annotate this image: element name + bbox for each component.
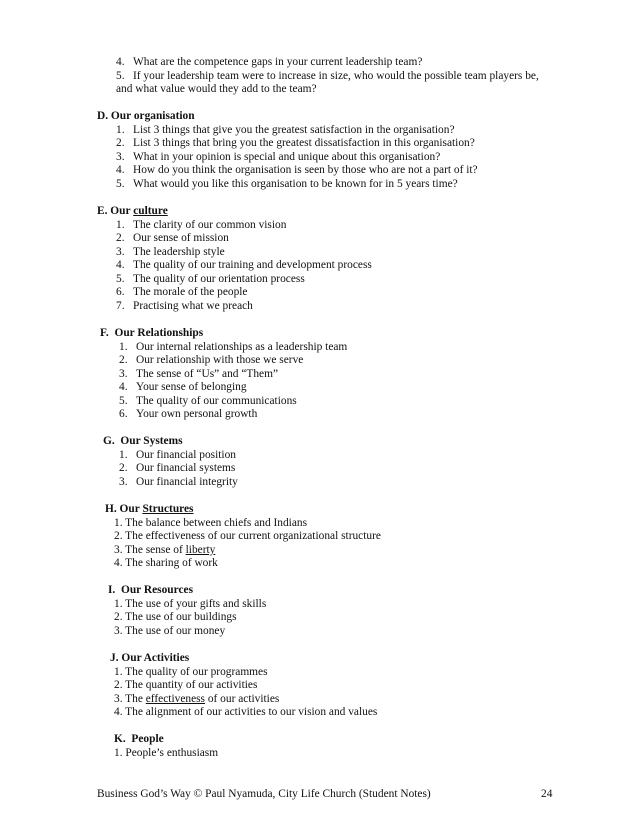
- section-i-item: 2. The use of our buildings: [114, 611, 237, 623]
- section-e-item: 5. The quality of our orientation process: [116, 273, 305, 285]
- page-number: 24: [541, 788, 553, 800]
- section-g-item: 3. Our financial integrity: [119, 476, 238, 488]
- intro-question-4: 4. What are the competence gaps in your current leadership team?: [116, 56, 423, 68]
- section-i-item: 1. The use of your gifts and skills: [114, 598, 267, 610]
- section-h-item: 2. The effectiveness of our current organizational structure: [114, 530, 381, 542]
- section-f-item: 6. Your own personal growth: [119, 408, 258, 420]
- section-e-heading: E. Our culture: [97, 205, 168, 217]
- section-h-item: 3. The sense of liberty: [114, 544, 216, 556]
- section-h-item: 4. The sharing of work: [114, 557, 218, 569]
- section-g-heading: G. Our Systems: [103, 435, 183, 447]
- section-g-item: 2. Our financial systems: [119, 462, 236, 474]
- section-f-item: 4. Your sense of belonging: [119, 381, 247, 393]
- section-k-item: 1. People’s enthusiasm: [114, 747, 219, 759]
- section-d-heading: D. Our organisation: [97, 110, 195, 122]
- section-e-item: 2. Our sense of mission: [116, 232, 229, 244]
- section-e-item: 7. Practising what we preach: [116, 300, 253, 312]
- section-e-item: 6. The morale of the people: [116, 286, 248, 298]
- intro-question-5: 5. If your leadership team were to increase in size, who would the possible team players be,: [116, 70, 539, 82]
- intro-question-5-continued: and what value would they add to the team?: [116, 83, 317, 95]
- section-f-item: 5. The quality of our communications: [119, 395, 297, 407]
- footer-text: Business God’s Way © Paul Nyamuda, City Life Church (Student Notes): [97, 788, 431, 800]
- section-d-item: 4. How do you think the organisation is seen by those who are not a part of it?: [116, 164, 478, 176]
- section-h-item: 1. The balance between chiefs and Indians: [114, 517, 308, 529]
- section-g-item: 1. Our financial position: [119, 449, 236, 461]
- section-e-item: 3. The leadership style: [116, 246, 225, 258]
- section-i-item: 3. The use of our money: [114, 625, 226, 637]
- section-f-item: 2. Our relationship with those we serve: [119, 354, 304, 366]
- section-d-item: 2. List 3 things that bring you the greatest dissatisfaction in this organisation?: [116, 137, 475, 149]
- section-h-heading: H. Our Structures: [105, 503, 194, 515]
- section-d-item: 1. List 3 things that give you the greatest satisfaction in the organisation?: [116, 124, 455, 136]
- section-d-item: 3. What in your opinion is special and unique about this organisation?: [116, 151, 441, 163]
- section-j-item: 1. The quality of our programmes: [114, 666, 268, 678]
- section-i-heading: I. Our Resources: [108, 584, 194, 596]
- section-j-item: 2. The quantity of our activities: [114, 679, 258, 691]
- section-j-item: 4. The alignment of our activities to our vision and values: [114, 706, 378, 718]
- section-f-heading: F. Our Relationships: [100, 327, 204, 339]
- section-f-item: 1. Our internal relationships as a leadership team: [119, 341, 348, 353]
- section-j-heading: J. Our Activities: [110, 652, 190, 664]
- section-j-item: 3. The effectiveness of our activities: [114, 693, 280, 705]
- section-f-item: 3. The sense of “Us” and “Them”: [119, 368, 279, 380]
- section-e-item: 1. The clarity of our common vision: [116, 219, 287, 231]
- section-k-heading: K. People: [114, 733, 164, 745]
- section-d-item: 5. What would you like this organisation to be known for in 5 years time?: [116, 178, 458, 190]
- section-e-item: 4. The quality of our training and development process: [116, 259, 372, 271]
